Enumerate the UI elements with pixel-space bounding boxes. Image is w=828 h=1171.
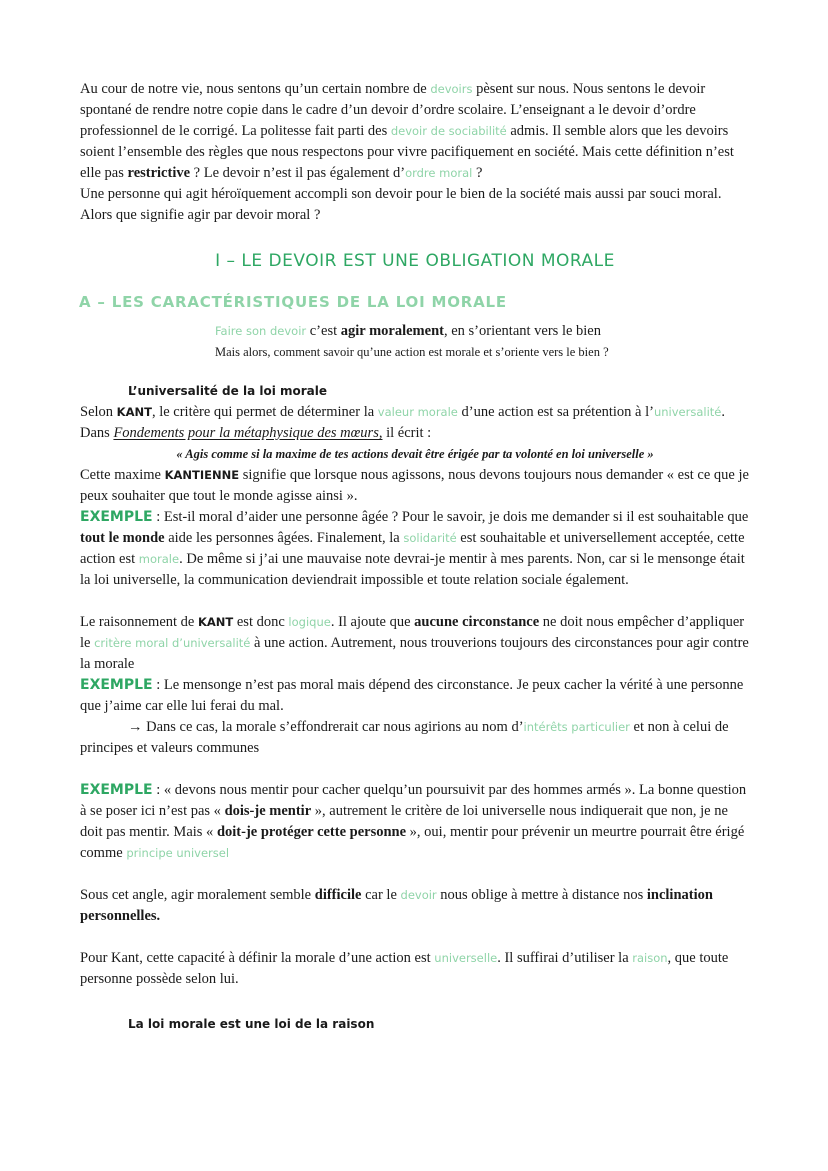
text: d’une action est sa prétention à l’ [457, 404, 654, 420]
highlight-raison: raison [632, 951, 668, 965]
text: Sous cet angle, agir moralement semble [80, 887, 315, 903]
text: il écrit : [382, 425, 432, 441]
highlight-principe-universel: principe universel [126, 846, 230, 860]
kantienne-word: KANTIENNE [164, 468, 240, 482]
angle-paragraph [80, 885, 750, 927]
text: Dans [80, 425, 114, 441]
text: ? Le devoir n’est il pas également d’ [190, 165, 406, 181]
example-label: EXEMPLE [80, 509, 153, 525]
kant-name: KANT [197, 615, 234, 629]
text: . De même si j’ai une mauvaise note devrai-je mentir à mes parents. Non, car si le mensonge était la loi universelle, la communication deviendrait impossible et toute relation sociale également. [80, 551, 745, 588]
example-3 [80, 780, 750, 864]
text: , en s’orientant vers le bien [443, 323, 601, 339]
highlight-devoir: devoir [400, 888, 437, 902]
text: car le [361, 887, 401, 903]
text: Cette maxime [80, 467, 165, 483]
example-label: EXEMPLE [80, 677, 153, 693]
text: Selon [80, 404, 117, 420]
highlight-universelle: universelle [434, 951, 498, 965]
bold-aucune-circonstance: aucune circonstance [414, 614, 540, 630]
text: à une action. Autrement, nous trouverions toujours des circonstances pour agir contre la morale [80, 635, 749, 672]
text: aide les personnes âgées. Finalement, la [164, 530, 404, 546]
text: Le raisonnement de [80, 614, 198, 630]
text: : Le mensonge n’est pas moral mais dépend des circonstance. Je peux cacher la vérité à une personne que j’aime car elle lui ferai du mal. [80, 677, 744, 714]
text: Pour Kant, cette capacité à définir la morale d’une action est [80, 950, 435, 966]
example-1 [80, 507, 750, 591]
bold-difficile: difficile [314, 887, 362, 903]
bold-dois-je-mentir: dois-je mentir [224, 803, 312, 819]
kant-raison-paragraph [80, 948, 750, 990]
highlight-devoirs: devoirs [430, 82, 473, 96]
heading-loi-raison: La loi morale est une loi de la raison [128, 1017, 375, 1031]
bold-restrictive: restrictive [127, 165, 191, 181]
highlight-critere-moral: critère moral d’universalité [94, 636, 251, 650]
text: », oui, mentir pour prévenir un meurtre pourrait être érigé comme [80, 824, 745, 861]
bold-agir-moralement: agir moralement [340, 323, 444, 339]
kant-paragraph [80, 402, 750, 444]
highlight-interets: intérêts particulier [523, 720, 630, 734]
raisonnement-paragraph [80, 612, 750, 675]
text: et non à celui de principes et valeurs communes [80, 719, 729, 756]
text: est souhaitable et universellement acceptée, cette action est [80, 530, 745, 567]
highlight-solidarite: solidarité [403, 531, 457, 545]
document-page [80, 79, 750, 1035]
text: admis. Il semble alors que les devoirs soient l’ensemble des règles que nous respectons pour vivre pacifiquement en société. Mais cette définition n’est elle pas [80, 123, 734, 181]
intro-question: Une personne qui agit héroïquement accompli son devoir pour le bien de la société mais aussi par souci moral. Alors que signifie agir par devoir moral ? [80, 186, 722, 223]
text: est donc [233, 614, 289, 630]
bold-tout-le-monde: tout le monde [80, 530, 165, 546]
example-2 [80, 675, 750, 759]
text: : « devons nous mentir pour cacher quelqu’un poursuivit par des hommes armés ». La bonne question à se poser ici n’est pas « [80, 782, 747, 819]
heading-universalite: L’universalité de la loi morale [128, 384, 328, 398]
text: . Il suffirai d’utiliser la [497, 950, 633, 966]
text: ne doit nous empêcher d’appliquer le [80, 614, 745, 651]
section-title: I – LE DEVOIR EST UNE OBLIGATION MORALE [215, 251, 615, 271]
text: , que toute personne possède selon lui. [80, 950, 729, 987]
arrow-icon: → [128, 719, 143, 735]
text: pèsent sur nous. Nous sentons le devoir spontané de rendre notre copie dans le cadre d’un devoir d’ordre scolaire. L’enseignant a le devoir d’ordre professionnel de le corrigé. La politesse fait parti des [80, 81, 706, 139]
highlight-ordre-moral: ordre moral [405, 166, 473, 180]
text: Au cour de notre vie, nous sentons qu’un certain nombre de [80, 81, 431, 97]
bold-inclination: inclination personnelles. [80, 887, 713, 924]
kant-quote: « Agis comme si la maxime de tes actions devait être érigée par ta volonté en loi universelle » [176, 447, 654, 461]
text: Dans ce cas, la morale s’effondrerait car nous agirions au nom d’ [142, 719, 524, 735]
text: , le critère qui permet de déterminer la [151, 404, 378, 420]
kant-name: KANT [116, 405, 152, 419]
book-title: Fondements pour la métaphysique des mœurs, [113, 425, 383, 441]
text: : Est-il moral d’aider une personne âgée ? Pour le savoir, je dois me demander si il est souhaitable que [152, 509, 749, 525]
intro-paragraph [80, 79, 750, 184]
highlight-valeur-morale: valeur morale [377, 405, 458, 419]
highlight-universalite: universalité [653, 405, 722, 419]
lead-block [215, 321, 750, 363]
highlight-morale: morale [138, 552, 180, 566]
text: . Il ajoute que [330, 614, 415, 630]
subsection-title: A – LES CARACTÉRISTIQUES DE LA LOI MORALE [79, 293, 507, 311]
lead-question: Mais alors, comment savoir qu’une action est morale et s’oriente vers le bien ? [215, 345, 609, 359]
highlight-logique: logique [288, 615, 331, 629]
text: », autrement le critère de loi universelle nous indiquerait que non, je ne doit pas mentir. Mais « [80, 803, 728, 840]
example-label: EXEMPLE [80, 782, 153, 798]
bold-proteger: doit-je protéger cette personne [216, 824, 407, 840]
highlight-faire-son-devoir: Faire son devoir [215, 324, 307, 338]
maxime-paragraph [80, 465, 750, 507]
text: nous oblige à mettre à distance nos [436, 887, 647, 903]
highlight-devoir-sociabilite: devoir de sociabilité [390, 124, 507, 138]
text: ? [472, 165, 483, 181]
text: c’est [306, 323, 341, 339]
text: signifie que lorsque nous agissons, nous devons toujours nous demander « est ce que je peux souhaiter que tout le monde agisse ainsi ». [80, 467, 749, 504]
text: . [721, 404, 726, 420]
